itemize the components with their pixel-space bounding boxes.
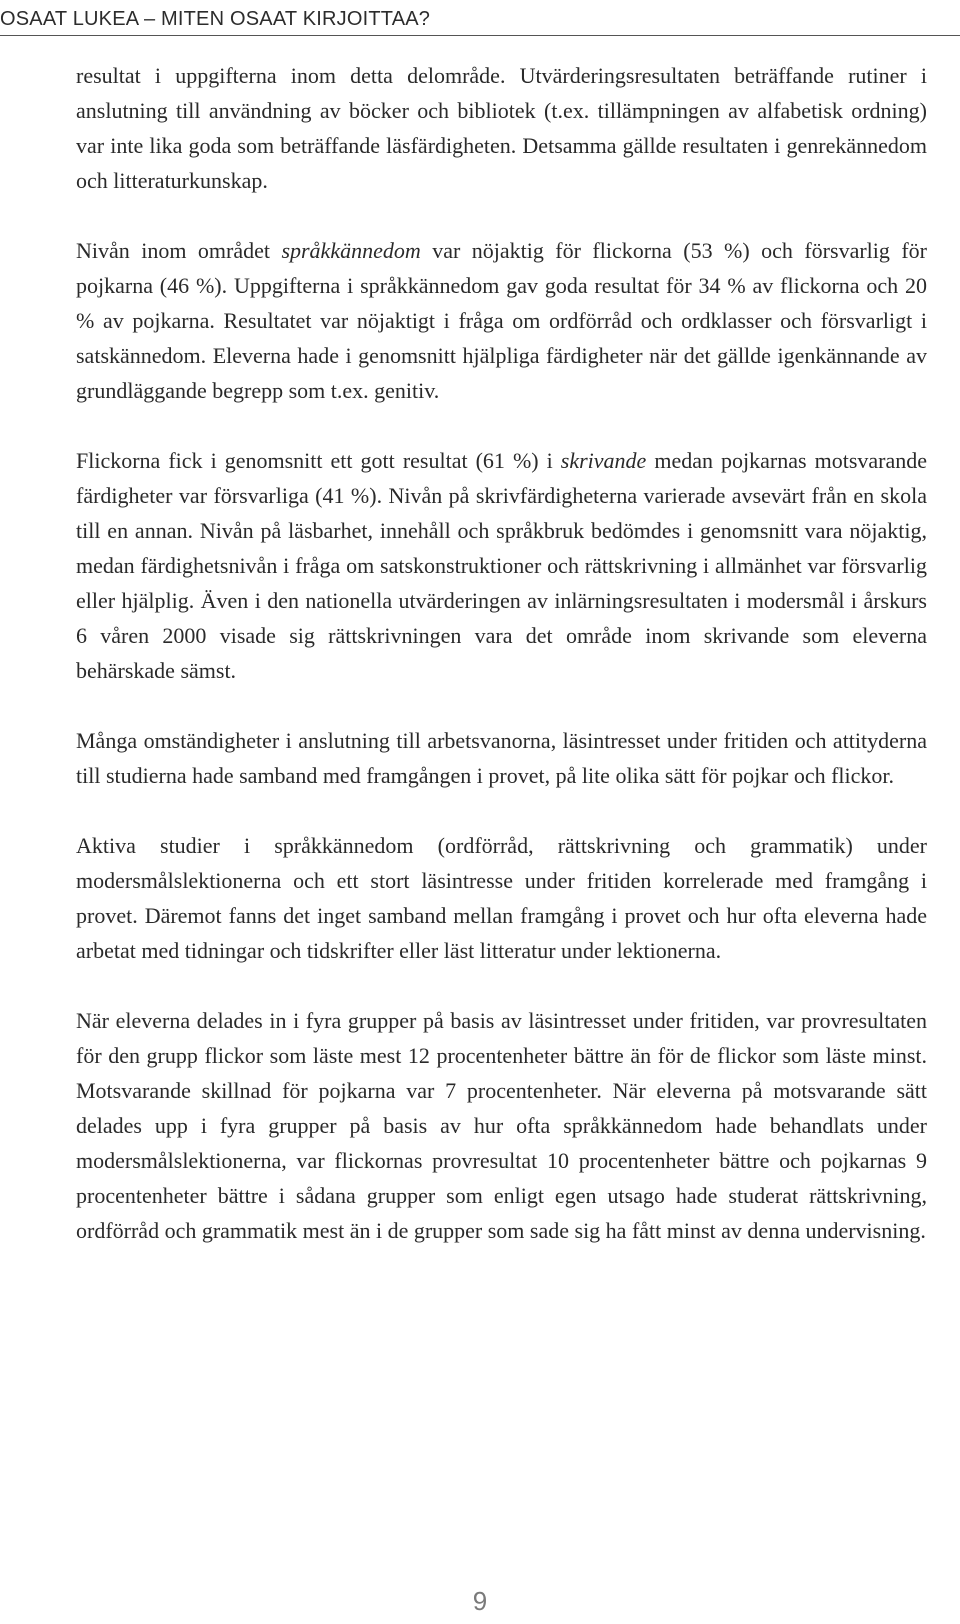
paragraph-5: Aktiva studier i språkkännedom (ordförråd, rättskrivning och grammatik) under modersmålslektionerna och ett stort läsintresse under fritiden korrelerade med framgång i provet. Däremot fanns det inget samband mellan framgång i provet och hur ofta eleverna hade arbetat med tidningar och tidskrifter eller läst litteratur under lektionerna. [76,833,927,963]
paragraph-3-text-after: medan pojkarnas motsvarande färdigheter var försvarliga (41 %). Nivån på skrivfärdigheterna varierade avsevärt från en skola till en annan. Nivån på läsbarhet, innehåll och språkbruk bedömdes i genomsnitt vara nöjaktig, medan färdighetsnivån i fråga om satskonstruktioner och rättskrivning i allmänhet var försvarlig eller hjälplig. Även i den nationella utvärderingen av inlärningsresultaten i modersmål i årskurs 6 våren 2000 visade sig rättskrivningen vara det område inom skrivande som eleverna behärskade sämst. [76,448,928,683]
header-divider [0,35,960,36]
paragraph-2-text-before: Nivån inom området [76,238,282,263]
paragraph-3-text-before: Flickorna fick i genomsnitt ett gott resultat (61 %) i [76,448,561,473]
paragraph-6: När eleverna delades in i fyra grupper på basis av läsintresset under fritiden, var provresultaten för den grupp flickor som läste mest 12 procentenheter bättre än för de flickor som läste minst. Motsvarande skillnad för pojkarna var 7 procentenheter. När eleverna på motsvarande sätt delades upp i fyra grupper på basis av hur ofta språkkännedom hade behandlats under modersmålslektionerna, var flickornas provresultat 10 procentenheter bättre och pojkarnas 9 procentenheter bättre i sådana grupper som enligt egen utsago hade studerat rättskrivning, ordförråd och grammatik mest än i de grupper som sade sig ha fått minst av denna undervisning. [76,1008,927,1243]
page-body [76,58,927,1248]
paragraph-4: Många omständigheter i anslutning till arbetsvanorna, läsintresset under fritiden och attityderna till studierna hade samband med framgången i provet, på lite olika sätt för pojkar och flickor. [76,728,927,788]
running-header-title: OSAAT LUKEA – MITEN OSAAT KIRJOITTAA? [0,8,431,30]
paragraph-2 [76,233,927,408]
paragraph-3 [76,443,927,688]
page-number: 9 [472,1586,488,1616]
paragraph-2-text-after: var nöjaktig för flickorna (53 %) och försvarlig för pojkarna (46 %). Uppgifterna i språkkännedom gav goda resultat för 34 % av flickorna och 20 % av pojkarna. Resultatet var nöjaktigt i fråga om ordförråd och ordklasser och försvarligt i satskännedom. Eleverna hade i genomsnitt hjälpliga färdigheter när det gällde igenkännande av grundläggande begrepp som t.ex. genitiv. [76,238,927,403]
paragraph-2-emphasis: språkkännedom [281,238,421,263]
paragraph-3-emphasis: skrivande [560,448,647,473]
paragraph-1: resultat i uppgifterna inom detta delområde. Utvärderingsresultaten beträffande rutiner i anslutning till användning av böcker och bibliotek (t.ex. tillämpningen av alfabetisk ordning) var inte lika goda som beträffande läsfärdigheten. Detsamma gällde resultaten i genrekännedom och litteraturkunskap. [76,63,927,193]
